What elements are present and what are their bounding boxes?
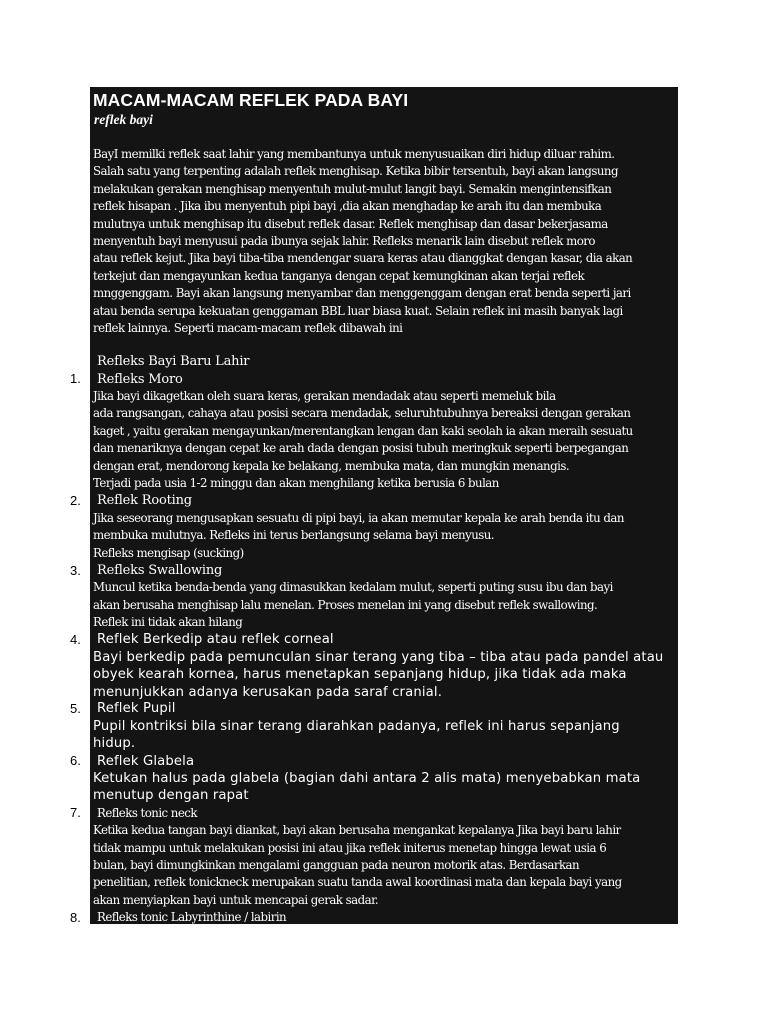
item-heading: Refleks tonic Labyrinthine / labirin (97, 910, 287, 925)
item-body-line: dan menariknya dengan cepat ke arah dada dengan posisi tubuh meringkuk seperti berpegangan (93, 441, 629, 456)
document-subtitle: reflek bayi (94, 112, 153, 127)
item-body-line: penelitian, reflek tonickneck merupakan suatu tanda awal koordinasi mata dan kepala bayi yang (93, 875, 622, 890)
intro-line: atau benda serupa kekuatan genggaman BBL luar biasa kuat. Selain reflek ini masih banyak lagi (93, 303, 623, 318)
section-heading: Refleks Bayi Baru Lahir (97, 354, 250, 369)
item-heading: Reflek Berkedip atau reflek corneal (97, 632, 334, 648)
intro-line: Salah satu yang terpenting adalah reflek menghisap. Ketika bibir tersentuh, bayi akan langsung (93, 164, 618, 179)
item-number: 7. (70, 805, 81, 820)
item-body-line: kaget , yaitu gerakan mengayunkan/merentangkan lengan dan kaki seolah ia akan meraih sesuatu (93, 423, 633, 438)
item-body-line: Muncul ketika benda-benda yang dimasukkan kedalam mulut, seperti puting susu ibu dan bayi (93, 580, 613, 595)
item-body-line: Bayi berkedip pada pemunculan sinar terang yang tiba – tiba atau pada pandel atau (93, 649, 664, 665)
item-body-line: dengan erat, mendorong kepala ke belakang, membuka mata, dan mungkin menangis. (93, 458, 570, 473)
intro-line: melakukan gerakan menghisap menyentuh mulut-mulut langit bayi. Semakin mengintensifkan (93, 181, 612, 196)
item-heading: Reflek Glabela (97, 753, 195, 769)
document-title: MACAM-MACAM REFLEK PADA BAYI (93, 90, 409, 110)
item-body-line: membuka mulutnya. Refleks ini terus berlangsung selama bayi menyusu. (93, 528, 495, 543)
item-heading: Refleks Moro (97, 371, 183, 387)
item-body-line: obyek kearah kornea, harus menetapkan sepanjang hidup, jika tidak ada maka (93, 667, 627, 683)
item-body-line: Refleks mengisap (sucking) (93, 545, 244, 560)
item-heading: Reflek Rooting (97, 493, 192, 509)
intro-line: terkejut dan mengayunkan kedua tanganya dengan cepat kemungkinan akan terjai reflek (93, 268, 585, 283)
intro-line: mnggenggam. Bayi akan langsung menyambar dan menggenggam dengan erat benda seperti jari (93, 286, 631, 301)
item-number: 4. (70, 632, 81, 647)
item-body-line: Jika bayi dikagetkan oleh suara keras, gerakan mendadak atau seperti memeluk bila (93, 389, 556, 403)
item-body-line: bulan, bayi dimungkinkan mengalami gangguan pada neuron motorik atas. Berdasarkan (93, 858, 580, 872)
item-body-line: Jika seseorang mengusapkan sesuatu di pipi bayi, ia akan memutar kepala ke arah benda itu dan (93, 510, 624, 525)
item-body-line: menunjukkan adanya kerusakan pada saraf cranial. (93, 684, 443, 700)
item-body-line: ada rangsangan, cahaya atau posisi secara mendadak, seluruhtubuhnya bereaksi dengan gerakan (93, 406, 631, 421)
intro-line: BayI memilki reflek saat lahir yang membantunya untuk menyusuaikan diri hidup diluar rahim. (93, 147, 615, 161)
item-body-line: Pupil kontriksi bila sinar terang diarahkan padanya, reflek ini harus sepanjang (93, 718, 620, 734)
item-number: 3. (70, 563, 81, 578)
item-number: 6. (70, 753, 81, 768)
intro-line: reflek lainnya. Seperti macam-macam reflek dibawah ini (93, 321, 403, 335)
item-body-line: tidak mampu untuk melakukan posisi ini atau jika reflek initerus menetap hingga lewat usia 6 (93, 840, 607, 855)
item-body-line: Terjadi pada usia 1-2 minggu dan akan menghilang ketika berusia 6 bulan (93, 476, 499, 490)
intro-line: reflek hisapan . Jika ibu menyentuh pipi bayi ,dia akan menghadap ke arah itu dan membuka (93, 199, 602, 214)
item-number: 2. (70, 493, 81, 508)
item-body-line: akan berusaha menghisap lalu menelan. Proses menelan ini yang disebut reflek swallowing. (93, 597, 598, 612)
intro-line: atau reflek kejut. Jika bayi tiba-tiba mendengar suara keras atau dianggkat dengan kasar, dia akan (93, 251, 633, 266)
item-heading: Refleks tonic neck (97, 805, 197, 820)
item-number: 5. (70, 701, 81, 716)
item-number: 1. (70, 371, 81, 386)
item-body-line: Reflek ini tidak akan hilang (93, 615, 243, 630)
item-body-line: hidup. (93, 736, 136, 752)
item-number: 8. (70, 910, 81, 925)
item-body-line: Ketukan halus pada glabela (bagian dahi antara 2 alis mata) menyebabkan mata (93, 771, 641, 786)
item-body-line: akan menyiapkan bayi untuk mencapai gerak sadar. (93, 892, 379, 907)
item-body-line: menutup dengan rapat (93, 788, 249, 804)
item-body-line: Ketika kedua tangan bayi diankat, bayi akan berusaha mengankat kepalanya Jika bayi baru lahir (93, 823, 621, 838)
intro-line: menyentuh bayi menyusui pada ibunya sejak lahir. Refleks menarik lain disebut reflek moro (93, 234, 595, 248)
item-heading: Reflek Pupil (97, 701, 176, 717)
intro-line: mulutnya untuk menghisap itu disebut reflek dasar. Reflek menghisap dan dasar bekerjasama (93, 216, 608, 231)
item-heading: Refleks Swallowing (97, 563, 223, 578)
